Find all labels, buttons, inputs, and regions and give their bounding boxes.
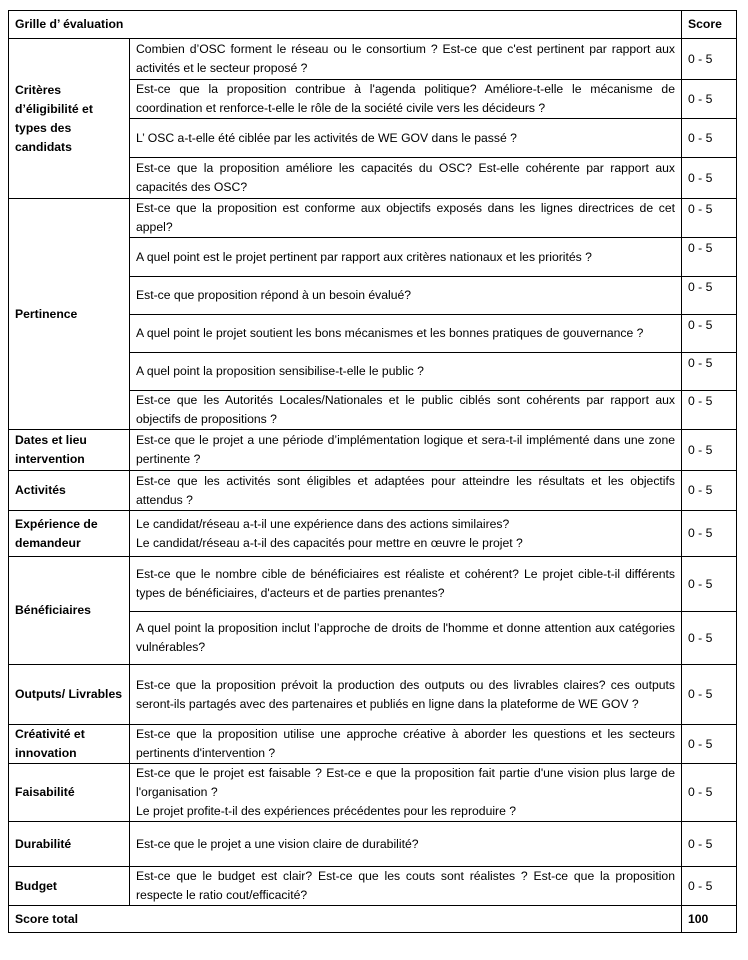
question-cell: Est-ce que les Autorités Locales/Nationales et le public ciblés sont cohérents par rapport aux objectifs de propositions ? (130, 391, 682, 430)
score-cell: 0 - 5 (682, 612, 737, 665)
grid-title: Grille d’ évaluation (9, 11, 682, 39)
question-line: Le candidat/réseau a-t-il une expérience dans des actions similaires? (136, 516, 510, 531)
total-row (9, 906, 737, 933)
question-cell (130, 764, 682, 822)
score-cell: 0 - 5 (682, 238, 737, 277)
score-cell: 0 - 5 (682, 199, 737, 238)
score-cell: 0 - 5 (682, 119, 737, 158)
question-cell: Est-ce que le nombre cible de bénéficiaires est réaliste et cohérent? Le projet cible-t-il différents types de bénéficiaires, d'acteurs et de parties prenantes? (130, 557, 682, 612)
table-row (9, 665, 737, 725)
evaluation-grid-table (8, 10, 737, 933)
total-value: 100 (682, 906, 737, 933)
table-row (9, 39, 737, 80)
table-row (9, 430, 737, 471)
total-label: Score total (9, 906, 682, 933)
score-cell: 0 - 5 (682, 80, 737, 119)
table-row (9, 511, 737, 557)
question-cell: A quel point la proposition inclut l’approche de droits de l'homme et donne attention aux catégories vulnérables? (130, 612, 682, 665)
score-cell: 0 - 5 (682, 277, 737, 315)
table-row (9, 471, 737, 511)
score-cell: 0 - 5 (682, 764, 737, 822)
category-beneficiaires: Bénéficiaires (9, 557, 130, 665)
table-row (9, 867, 737, 906)
category-durabilite: Durabilité (9, 822, 130, 867)
table-row (9, 199, 737, 238)
category-faisabilite: Faisabilité (9, 764, 130, 822)
category-pertinence: Pertinence (9, 199, 130, 430)
question-cell: Est-ce que la proposition contribue à l'agenda politique? Améliore-t-elle le mécanisme de coordination et renforce-t-elle le rôle de la société civile vers les décideurs ? (130, 80, 682, 119)
category-criteres: Critères d’éligibilité et types des candidats (9, 39, 130, 199)
question-cell: Est-ce que le projet a une vision claire de durabilité? (130, 822, 682, 867)
question-cell: A quel point est le projet pertinent par rapport aux critères nationaux et les priorités ? (130, 238, 682, 277)
score-cell: 0 - 5 (682, 822, 737, 867)
question-cell: L’ OSC a-t-elle été ciblée par les activités de WE GOV dans le passé ? (130, 119, 682, 158)
question-line: Le projet profite-t-il des expériences précédentes pour les reproduire ? (136, 804, 517, 818)
table-row (9, 725, 737, 764)
table-row (9, 764, 737, 822)
category-budget: Budget (9, 867, 130, 906)
question-cell: Est-ce que la proposition améliore les capacités du OSC? Est-elle cohérente par rapport aux capacités des OSC? (130, 158, 682, 199)
score-column-header: Score (682, 11, 737, 39)
question-cell: Est-ce que les activités sont éligibles et adaptées pour atteindre les résultats et les objectifs attendus ? (130, 471, 682, 511)
question-cell: Combien d’OSC forment le réseau ou le consortium ? Est-ce que c'est pertinent par rapport aux activités et le secteur proposé ? (130, 39, 682, 80)
question-cell: Est-ce que la proposition utilise une approche créative à aborder les questions et les secteurs pertinents d'intervention ? (130, 725, 682, 764)
score-cell: 0 - 5 (682, 353, 737, 391)
score-cell: 0 - 5 (682, 158, 737, 199)
question-cell: Est-ce que la proposition prévoit la production des outputs ou des livrables claires? ces outputs seront-ils partagés avec des partenaires et publiés en ligne dans la plateforme de WE GOV ? (130, 665, 682, 725)
question-cell: Est-ce que le projet a une période d’implémentation logique et sera-t-il implémenté dans une zone pertinente ? (130, 430, 682, 471)
table-row (9, 822, 737, 867)
score-cell: 0 - 5 (682, 867, 737, 906)
table-row (9, 557, 737, 612)
category-experience: Expérience de demandeur (9, 511, 130, 557)
score-cell: 0 - 5 (682, 471, 737, 511)
score-cell: 0 - 5 (682, 557, 737, 612)
score-cell: 0 - 5 (682, 511, 737, 557)
question-cell (130, 511, 682, 557)
header-row (9, 11, 737, 39)
category-outputs: Outputs/ Livrables (9, 665, 130, 725)
question-cell: Est-ce que le budget est clair? Est-ce que les couts sont réalistes ? Est-ce que la proposition respecte le ratio cout/efficacité? (130, 867, 682, 906)
score-cell: 0 - 5 (682, 725, 737, 764)
score-cell: 0 - 5 (682, 430, 737, 471)
category-dates: Dates et lieu intervention (9, 430, 130, 471)
score-cell: 0 - 5 (682, 665, 737, 725)
score-cell: 0 - 5 (682, 391, 737, 430)
question-line: Le candidat/réseau a-t-il des capacités pour mettre en œuvre le projet ? (136, 535, 523, 550)
question-cell: Est-ce que la proposition est conforme aux objectifs exposés dans les lignes directrices de cet appel? (130, 199, 682, 238)
category-creativite: Créativité et innovation (9, 725, 130, 764)
question-line: Est-ce que le projet est faisable ? Est-ce e que la proposition fait partie d'une vision plus large de l'organisation ? (136, 766, 675, 799)
question-cell: A quel point la proposition sensibilise-t-elle le public ? (130, 353, 682, 391)
question-cell: A quel point le projet soutient les bons mécanismes et les bonnes pratiques de gouvernance ? (130, 315, 682, 353)
score-cell: 0 - 5 (682, 315, 737, 353)
category-activites: Activités (9, 471, 130, 511)
score-cell: 0 - 5 (682, 39, 737, 80)
question-cell: Est-ce que proposition répond à un besoin évalué? (130, 277, 682, 315)
